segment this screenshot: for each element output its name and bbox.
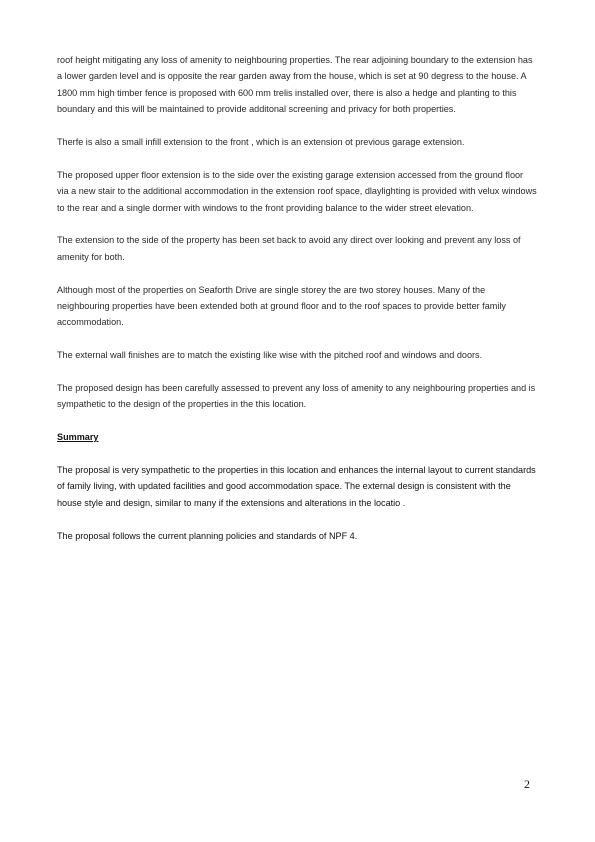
paragraph-upper-floor: The proposed upper floor extension is to the side over the existing garage extension accessed from the ground floor via a new stair to the additional accommodation in the extension roof space, dlaylighting is provided with velux windows to the rear and a single dormer with windows to the front providing balance to the wider street elevation. [57,169,537,213]
paragraph-design-assessment: The proposed design has been carefully assessed to prevent any loss of amenity to any neighbouring properties and is sympathetic to the design of the properties in the this location. [57,383,536,410]
page-number: 2 [524,777,530,791]
paragraph-side-setback: The extension to the side of the property has been set back to avoid any direct over looking and prevent any loss of amenity for both. [57,235,521,262]
document-body [57,52,537,544]
summary-paragraph-policies: The proposal follows the current planning policies and standards of NPF 4. [57,530,358,541]
paragraph-neighbour-amenity: roof height mitigating any loss of amenity to neighbouring properties. The rear adjoining boundary to the extension has a lower garden level and is opposite the rear garden away from the house, which is set at 90 degress to the house. A 1800 mm high timber fence is proposed with 600 mm trelis installed over, there is also a hedge and planting to this boundary and this will be maintained to provide additonal screening and privacy for both properties. [57,55,533,115]
summary-paragraph-proposal: The proposal is very sympathetic to the properties in this location and enhances the internal layout to current standards of family living, with updated facilities and good accommodation space. The external design is consistent with the house style and design, similar to many if the extensions and alterations in the locatio . [57,465,536,508]
summary-heading: Summary [57,432,99,443]
paragraph-seaforth-drive: Although most of the properties on Seaforth Drive are single storey the are two storey houses. Many of the neighbouring properties have been extended both at ground floor and to the roof spaces to provide better family accommodation. [57,284,506,328]
paragraph-front-infill: Therfe is also a small infill extension to the front , which is an extension ot previous garage extension. [57,137,465,148]
paragraph-wall-finishes: The external wall finishes are to match the existing like wise with the pitched roof and windows and doors. [57,350,483,361]
